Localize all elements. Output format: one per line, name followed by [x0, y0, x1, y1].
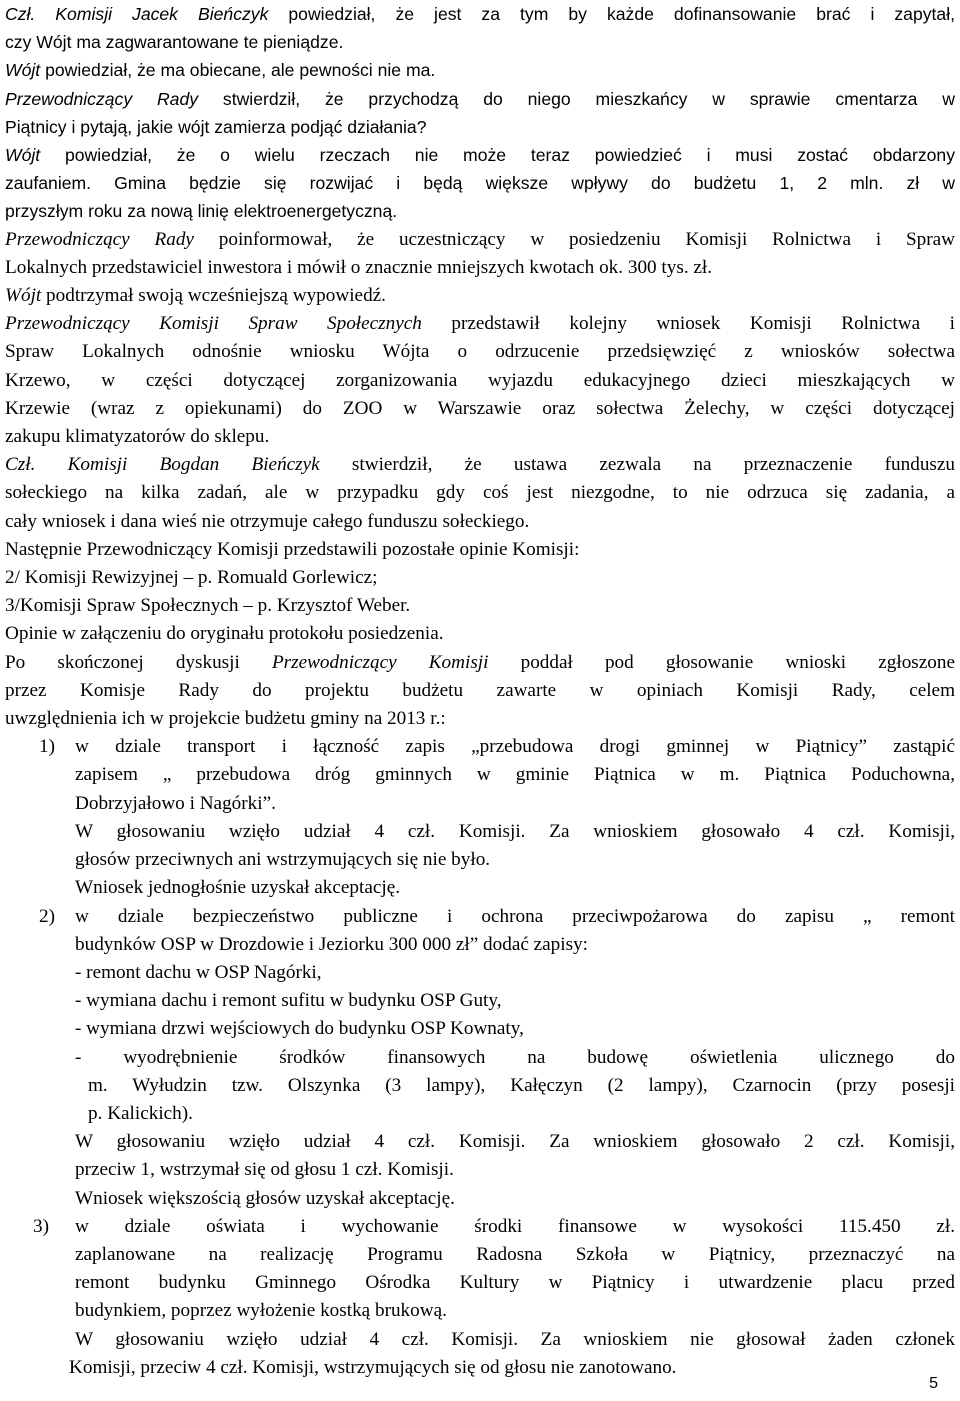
- paragraph-text: uwzględnienia ich w projekcie budżetu gminy na 2013 r.:: [5, 708, 446, 730]
- paragraph-text: Krzewie (wraz z opiekunami) do ZOO w Warszawie oraz sołectwa Żelechy, w części dotyczącej: [5, 397, 955, 419]
- list-item: [5, 1213, 955, 1382]
- paragraph-bogdan-bienczyk: [5, 451, 955, 536]
- paragraph-social-committee-motion: [5, 310, 955, 451]
- list-item-text: remont budynku Gminnego Ośrodka Kultury w Piątnicy i utwardzenie placu przed: [75, 1272, 955, 1294]
- speaker-name: Przewodniczący Rady: [5, 88, 199, 109]
- paragraph-text: Spraw Lokalnych odnośnie wniosku Wójta o odrzucenie przedsięwzięć z wniosków sołectwa: [5, 341, 955, 363]
- list-item-text: w dziale bezpieczeństwo publiczne i ochrona przeciwpożarowa do zapisu „ remont: [75, 905, 955, 927]
- paragraph-text: powiedział, że o wielu rzeczach nie może teraz powiedzieć i musi zostać obdarzony: [40, 145, 955, 166]
- list-item-text: W głosowaniu wzięło udział 4 czł. Komisji. Za wnioskiem głosowało 4 czł. Komisji,: [75, 820, 955, 842]
- paragraph-text: sołeckiego na kilka zadań, ale w przypadku gdy coś jest niezgodne, to nie odrzuca się zadania, a: [5, 482, 955, 504]
- list-number: 3): [33, 1215, 49, 1237]
- list-item-text: przeciw 1, wstrzymał się od głosu 1 czł. Komisji.: [75, 1159, 454, 1181]
- list-item-text: Komisji, przeciw 4 czł. Komisji, wstrzymujących się od głosu nie zanotowano.: [69, 1356, 677, 1378]
- speaker-name: Przewodniczący Komisji: [271, 651, 489, 673]
- paragraph-voting-intro: [5, 649, 955, 734]
- list-item-text: budynków OSP w Drozdowie i Jeziorku 300 000 zł” dodać zapisy:: [75, 933, 588, 955]
- paragraph-text: poddał pod głosowanie wnioski zgłoszone: [488, 651, 955, 673]
- paragraph-text: powiedział, że jest za tym by każde dofinansowanie brać i zapytał,: [268, 4, 955, 24]
- page-number: 5: [929, 1375, 938, 1392]
- paragraph-text: czy Wójt ma zagwarantowane te pieniądze.: [5, 32, 344, 53]
- list-item-text: W głosowaniu wzięło udział 4 czł. Komisji. Za wnioskiem nie głosował żaden członek: [75, 1328, 955, 1350]
- paragraph-text: Lokalnych przedstawiciel inwestora i mówił o znacznie mniejszych kwotach ok. 300 tys. zł.: [5, 256, 713, 278]
- paragraph-text: poinformował, że uczestniczący w posiedzeniu Komisji Rolnictwa i Spraw: [193, 228, 956, 250]
- list-item: [5, 733, 955, 902]
- list-item-text: - wymiana dachu i remont sufitu w budynku OSP Guty,: [75, 990, 502, 1012]
- paragraph-text: Krzewo, w części dotyczącej zorganizowania wyjazdu edukacyjnego dzieci mieszkających w: [5, 369, 955, 391]
- list-item-text: głosów przeciwnych ani wstrzymujących się nie było.: [75, 849, 491, 871]
- paragraph-attachment-note: Opinie w załączeniu do oryginału protokołu posiedzenia.: [5, 623, 444, 645]
- list-item-text: Dobrzyjałowo i Nagórki”.: [75, 792, 276, 814]
- speaker-name: Przewodniczący Rady: [5, 228, 194, 250]
- paragraph-cemetery-question: [5, 85, 955, 141]
- paragraph-text: przedstawił kolejny wniosek Komisji Rolnictwa i: [421, 313, 955, 335]
- list-item-text: Wniosek większością głosów uzyskał akceptację.: [75, 1187, 455, 1209]
- paragraph-text: powiedział, że ma obiecane, ale pewności nie ma.: [40, 60, 436, 81]
- speaker-name: Wójt: [5, 145, 41, 166]
- list-item-text: - wymiana drzwi wejściowych do budynku OSP Kownaty,: [75, 1018, 524, 1040]
- paragraph-bienczyk-question: [5, 0, 955, 56]
- speaker-name: Wójt: [5, 60, 41, 81]
- paragraph-audit-committee: 2/ Komisji Rewizyjnej – p. Romuald Gorlewicz;: [5, 567, 378, 589]
- paragraph-text: Po skończonej dyskusji: [5, 651, 272, 673]
- list-number: 2): [39, 905, 55, 927]
- list-item-text: w dziale transport i łączność zapis „przebudowa drogi gminnej w Piątnicy” zastąpić: [75, 736, 955, 758]
- paragraph-text: zaufaniem. Gmina będzie się rozwijać i będą większe wpływy do budżetu 1, 2 mln. zł w: [5, 173, 955, 194]
- document-page: [5, 0, 955, 1382]
- list-item-text: - remont dachu w OSP Nagórki,: [75, 961, 322, 983]
- paragraph-text: cały wniosek i dana wieś nie otrzymuje całego funduszu sołeckiego.: [5, 510, 530, 532]
- list-item-text: w dziale oświata i wychowanie środki finansowe w wysokości 115.450 zł.: [75, 1215, 955, 1237]
- list-number: 1): [39, 736, 55, 758]
- list-item-text: zaplanowane na realizację Programu Radosna Szkoła w Piątnicy, przeznaczyć na: [75, 1243, 955, 1265]
- speaker-name: Czł. Komisji Bogdan Bieńczyk: [5, 454, 320, 476]
- paragraph-investor-info: [5, 226, 955, 282]
- paragraph-text: podtrzymał swoją wcześniejszą wypowiedź.: [41, 285, 386, 307]
- list-item-text: m. Wyłudzin tzw. Olszynka (3 lampy), Kałęczyn (2 lampy), Czarnocin (przy posesji: [88, 1074, 955, 1096]
- paragraph-wojt-trust: [5, 141, 955, 226]
- paragraph-text: przez Komisje Rady do projektu budżetu zawarte w opiniach Komisji Rady, celem: [5, 679, 955, 701]
- list-item-text: Wniosek jednogłośnie uzyskał akceptację.: [75, 877, 401, 899]
- paragraph-social-committee: 3/Komisji Spraw Społecznych – p. Krzysztof Weber.: [5, 595, 411, 617]
- paragraph-text: zakupu klimatyzatorów do sklepu.: [5, 426, 270, 448]
- list-item: [5, 903, 955, 1213]
- speaker-name: Wójt: [5, 285, 42, 307]
- paragraph-wojt-upheld: [5, 282, 955, 310]
- motions-list: [5, 733, 955, 1382]
- paragraph-text: przyszłym roku za nową linię elektroenergetyczną.: [5, 201, 398, 222]
- list-item-text: W głosowaniu wzięło udział 4 czł. Komisji. Za wnioskiem głosowało 2 czł. Komisji,: [75, 1131, 955, 1153]
- paragraph-text: stwierdził, że przychodzą do niego mieszkańcy w sprawie cmentarza w: [198, 88, 956, 109]
- paragraph-wojt-promise: [5, 56, 955, 84]
- list-item-text: budynkiem, poprzez wyłożenie kostką brukową.: [75, 1300, 447, 1322]
- speaker-name: Czł. Komisji Jacek Bieńczyk: [5, 4, 269, 24]
- paragraph-other-opinions: Następnie Przewodniczący Komisji przedstawili pozostałe opinie Komisji:: [5, 538, 580, 560]
- paragraph-text: stwierdził, że ustawa zezwala na przeznaczenie funduszu: [319, 454, 955, 476]
- speaker-name: Przewodniczący Komisji Spraw Społecznych: [5, 313, 422, 335]
- list-item-text: zapisem „ przebudowa dróg gminnych w gminie Piątnica w m. Piątnica Poduchowna,: [75, 764, 955, 786]
- paragraph-text: Piątnicy i pytają, jakie wójt zamierza podjąć działania?: [5, 116, 427, 137]
- list-item-text: - wyodrębnienie środków finansowych na budowę oświetlenia ulicznego do: [75, 1046, 955, 1068]
- list-item-text: p. Kalickich).: [88, 1102, 193, 1124]
